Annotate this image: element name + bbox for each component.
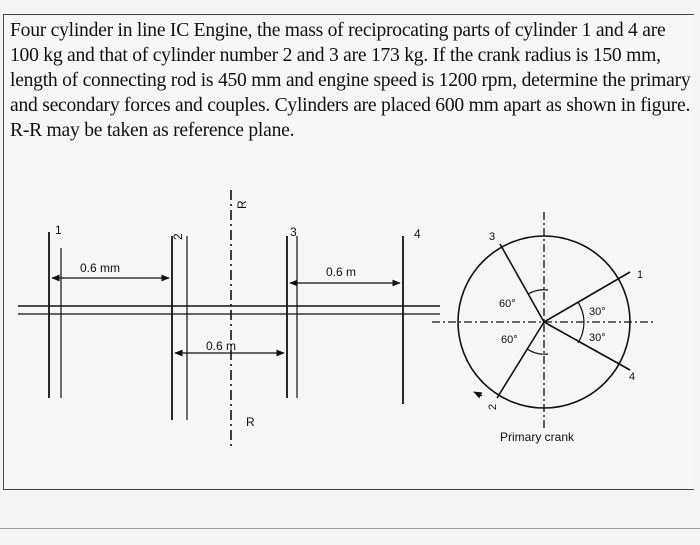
- angle-arc-bottom-right: [578, 322, 584, 343]
- crank-arm-1: [544, 272, 630, 322]
- reference-label-top: R: [235, 200, 249, 209]
- crank-2-arrow: [474, 392, 482, 396]
- dimension-label-1-2: 0.6 mm: [80, 261, 121, 275]
- angle-arc-top-left: [528, 290, 548, 294]
- crank-label-1: 1: [637, 269, 644, 281]
- primary-crank-diagram: [432, 212, 656, 428]
- crank-label-4: 4: [629, 371, 636, 383]
- cylinder-label-2: 2: [171, 233, 185, 240]
- crank-arm-3: [500, 244, 544, 322]
- angle-label-bottom-left: 60°: [501, 334, 518, 346]
- crank-label-3: 3: [489, 231, 496, 243]
- question-line: R-R may be taken as reference plane.: [10, 120, 295, 141]
- crankshaft-layout: [18, 190, 440, 448]
- cylinder-label-4: 4: [414, 227, 421, 241]
- question-line: Four cylinder in line IC Engine, the mass of reciprocating parts of cylinder 1 and 4 are: [10, 20, 666, 41]
- dimension-label-2-r: 0.6 m: [206, 339, 237, 353]
- angle-label-top-left: 60°: [499, 298, 516, 310]
- figure-caption: Primary crank: [500, 430, 575, 444]
- question-line: length of connecting rod is 450 mm and engine speed is 1200 rpm, determine the primary: [10, 70, 691, 91]
- crank-label-2: 2: [487, 403, 499, 410]
- crank-arm-4: [544, 322, 630, 370]
- angle-label-top-right: 30°: [589, 306, 606, 318]
- angle-arc-bottom-left: [527, 349, 548, 354]
- dimension-label-3-4: 0.6 m: [326, 265, 357, 279]
- question-line: and secondary forces and couples. Cylinders are placed 600 mm apart as shown in figure.: [10, 95, 691, 116]
- cylinder-label-3: 3: [290, 225, 297, 239]
- angle-label-bottom-right: 30°: [589, 332, 606, 344]
- cylinder-label-1: 1: [55, 223, 62, 237]
- angle-arc-top-right: [578, 302, 584, 322]
- question-line: 100 kg and that of cylinder number 2 and 3 are 173 kg. If the crank radius is 150 mm,: [10, 45, 661, 66]
- reference-label-bottom: R: [246, 415, 255, 429]
- divider: [0, 528, 700, 529]
